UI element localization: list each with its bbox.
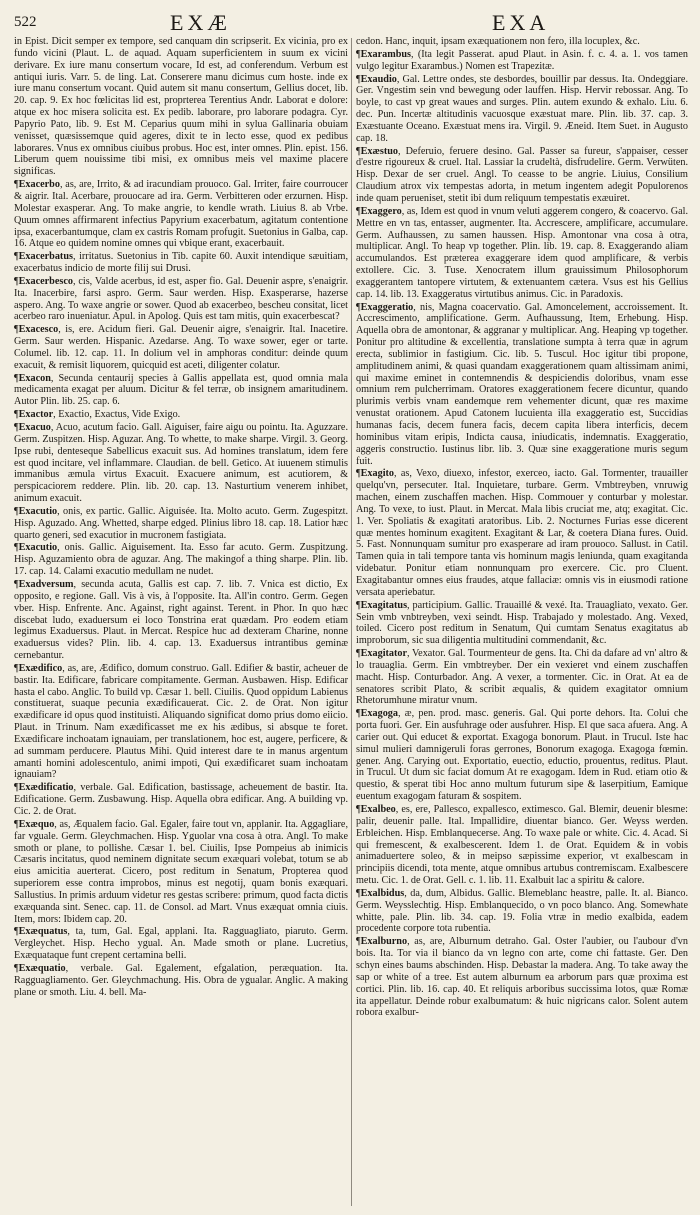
right-column [356, 36, 688, 1206]
entry-text: Gal. Lettre ondes, ste desbordes, bouillir par dessus. Ita. Ondeggiare. Ger. Vngestim sein vnd bewegung oder lauffen. Hisp. Hervir rebossar. Ang. To boyle, to cast vp great waues and surges. Plin. autem exundo & exhalo. Liu. 6. dec. Pun. Incertæ altitudinis vacuosque exæstuat mare. Plin. lib. 37. cap. 3. Exæstuante Oceano. Exæstuat mens ira. Virgil. 9. Æneid. Item Suet. in Augusto cap. 18. [356, 73, 688, 144]
pilcrow-icon: ¶ [14, 275, 19, 287]
dictionary-entry [356, 36, 688, 48]
entry-headword: Exæquo [18, 818, 55, 830]
running-header [0, 10, 700, 36]
pilcrow-icon: ¶ [14, 179, 19, 191]
entry-headword: Exacutio [18, 542, 58, 554]
pilcrow-icon: ¶ [14, 542, 19, 554]
pilcrow-icon: ¶ [14, 409, 19, 421]
dictionary-entry: ¶Exagitator, Vexator. Gal. Tourmenteur de gens. Ita. Chi da dafare ad vn' altro & lo trauaglia. Germ. Ein vmbtreyber. Der ein vexieret vnd einem zuschaffen macht. Hisp. Conturbador. Ang. A vexer, a tormenter. Cic. in Orat. At ea de senatores scribit Plato, & scribit æqualis, & quidem exagitator omnium Rhetorumhune miratur vnum. [356, 648, 688, 707]
pilcrow-icon: ¶ [356, 73, 361, 85]
entry-text: onis, ex partic. Gallic. Aiguisée. Ita. Molto acuto. Germ. Zugespitzt. Hisp. Aguzado. Ang. Whetted, sharpe edged. Plinius libro 18. cap. 18. Latior hæc quarto generi, sed exacutior in mucronem fastigiata. [14, 505, 348, 541]
dictionary-entry: ¶Exalburno, as, are, Alburnum detraho. Gal. Oster l'aubier, ou l'aubour d'vn bois. Ita. Tor via il bianco da vn legno con arte, come chi fattaste. Ger. Den schyn eines baums abschinden. Hisp. Debastar la madera. Ang. To take away the sap or white of a tree. Est autem alburnum ea arborum pars quæ proxima est cortici. Plin. lib. 16. cap. 40. Et reliquis arboribus succissima lotos, quæ Romæ ita appellatur. Deinde robur exalbumatum: & huic nigricans calor. Solent autem robora exalbur- [356, 936, 688, 1019]
entry-headword: Exæquatio [18, 962, 66, 974]
entry-text: verbale. Gal. Edification, bastissage, acheuement de bastir. Ita. Edificatione. Germ. Zusbawung. Hisp. Aquella obra edificar. Ang. A building vp. Cic. 2. de Orat. [14, 782, 348, 817]
entry-headword: Exaggeratio [360, 301, 414, 313]
dictionary-entry: ¶Exæstuo, Deferuio, feruere desino. Gal. Passer sa fureur, s'appaiser, cesser d'estre rigoureux & cruel. Ital. Lassiar la crudeltà, disfrudelire. Germ. Verwüten. Hisp. Dexar de ser cruel. Angl. To ceasse to be angrie. Liuius, Consilium Claudium atrox vix tempestas adorta, in metum ingentem adegit Populorenos inde quam perueniset, stetit ibi dum reliquum tempestatis exæuiret. [356, 145, 688, 204]
entry-headword: Exalbeo [360, 804, 396, 815]
right-running-head: EXA [492, 10, 550, 35]
entry-text: nis, Magna coacervatio. Gal. Amoncelement, accroissement. It. Accrescimento, amplificatione. Germ. Aufhaussung, Item, Erhebung. Hisp. Aquella obra de amontonar, & aggranar y multiplicar. Ang. Heaping vp together. Ponitur pro altitudine & excellentia, translatione sumpta à terra quæ in agrum erecta, sublimior in fastigium. Cic. lib. 5. Tuscul. Hoc igitur tibi propone, amplitudinem animi, & quasi quandam exaggerationem quam altissimam animi, qui maxime eminet in contemnendis & despiciendis doloribus, vnam esse omnium rem pulcherrimam. Oratores exaggerationem fecere dicuntur, quando plurimis verbis vnam eandemque rem vehementer dicunt, quæ res maxime venustat orationem. Apud Catonem lucuienta illa exaggeratio est, Succidias humanas facis, decem funera facis, decem capita libera interficis, decem hominibus vitam eripis, Indicta causa, iniudicatis, indemnatis. Exaggeratio, aggeris constructio. Iustinus libr. lib. 3. Quæ sine exaggeratione muris segum fuit. [356, 301, 688, 467]
pilcrow-icon: ¶ [356, 145, 361, 157]
pilcrow-icon: ¶ [14, 251, 19, 263]
pilcrow-icon: ¶ [356, 936, 361, 948]
entry-text: verbale. Gal. Egalement, efgalation, peræquation. Ita. Ragguagliamento. Ger. Gleychmachung. His. Obra de ygualar. Anglic. A making plane or smoth. Liu. 4. bell. Ma- [14, 962, 348, 998]
dictionary-entry: ¶Exacutio, onis. Gallic. Aiguisement. Ita. Esso far acuto. Germ. Zuspitzung. Hisp. Aguzamiento obra de aguzar. Ang. The makingof a thing sharpe. Plin. lib. 17. cap. 14. Calami exacutio medullam ne nudet. [14, 542, 348, 578]
dictionary-entry: ¶Exarambus, (Ita legit Passerat. apud Plaut. in Asin. f. c. 4. a. 1. vos tamen vulgo legitur Exarambus.) Nomen est Trapezitæ. [356, 48, 688, 72]
entry-text: Acuo, acutum facio. Gall. Aiguiser, faire aigu ou pointu. Ita. Aguzzare. Germ. Zuspitzen. Hisp. Aguzar. Ang. To whette, to make sharpe. Virgil. 3. Georg. Ipse rubi, denteseque Sabellicus exacuit sus. Ad homines translatum, idem fere est quod incitare, vel inflammare. Claudian. de bell. Getico. At iuuenem stimulis immanibus æmula virtus Exacuit. Exacuere animum, est acutiorem, & perspicaciorem reddere. Plin. lib. 20. cap. 13. Nasturtium venerem inhibet, animum exacuit. [14, 422, 348, 505]
entry-text: (Ita legit Passerat. apud Plaut. in Asin. f. c. 4. a. 1. vos tamen vulgo legitur Exarambus.) Nomen est Trapezitæ. [356, 48, 688, 72]
pilcrow-icon: ¶ [356, 301, 361, 313]
dictionary-entry: ¶Exædificatio, verbale. Gal. Edification, bastissage, acheuement de bastir. Ita. Edificatione. Germ. Zusbawung. Hisp. Aquella obra edificar. Ang. A building vp. Cic. 2. de Orat. [14, 782, 348, 817]
dictionary-entry: ¶Exacerbesco, cis, Valde acerbus, id est, asper fio. Gal. Deuenir aspre, s'enaigrir. Ita. Inacerbire, farsi aspro. Germ. Saur werden. Hisp. Exasperarse, hazerse aspero. Ang. To waxe angrie or sower. Quod ab exacerbeo, bescheu consitat, licet acerbeo raro inueniatur. Apul. in Apolog. Quis est tam mitis, quin exacerbescat? [14, 275, 348, 323]
entry-text: secunda acuta, Gallis est cap. 7. lib. 7. Vnica est dictio, Ex opposito, e regione. Gall. Vis à vis, à l'opposite. Ita. All'in contro. Germ. Gegen vber. Hisp. Enfrente. Anc. Against, right against. Terent. in Phor. In quo hæc discebat ludo, exaduersum ei loco Tonstrina erat quædam. Pro eodem etiam legimus Exaduersus. Plaut. in Mercat. Respice huc ad dexteram Charine, nonne exaduersus vides? Plin. lib. 4. cap. 13. Exaduersus intrantibus geminæ cernebantur. [14, 578, 348, 662]
entry-text: participium. Gallic. Trauaillé & vexé. Ita. Trauagliato, vexato. Ger. Sein vmb vnbtreyben, vexi seindt. Hisp. Trabajado y molestado. Ang. Vexed, toiled. Cicero post reditum in Senatum, Qui cumtam Senatus exagitatus ab improborum, sic sua diligentia multitudini commendanit, &c. [356, 599, 688, 647]
dictionary-entry: ¶Exaggeratio, nis, Magna coacervatio. Gal. Amoncelement, accroissement. It. Accrescimento, amplificatione. Germ. Aufhaussung, Item, Erhebung. Hisp. Aquella obra de amontonar, & aggranar y multiplicar. Ang. Heaping vp together. Ponitur pro altitudine & excellentia, translatione sumpta à terra quæ in agrum erecta, sublimior in fastigium. Cic. lib. 5. Tuscul. Hoc igitur tibi propone, amplitudinem animi, & quasi quandam exaggerationem quam altissimam animi, qui maxime eminet in contemnendis & despiciendis doloribus, vnam esse omnium rem pulcherrimam. Oratores exaggerationem fecere dicuntur, quando plurimis verbis vnam eandemque rem vehementer dicunt, quæ res maxime venustat orationem. Apud Catonem lucuienta illa exaggeratio est, Succidias humanas facis, decem funera facis, decem capita libera interficis, decem hominibus vitam eripis, Indicta causa, iniudicatis, indemnatis. Exaggeratio, aggeris constructio. Iustinus libr. lib. 3. Quæ sine exaggeratione muris segum fuit. [356, 301, 688, 467]
pilcrow-icon: ¶ [14, 926, 19, 938]
column-divider [351, 38, 352, 1206]
entry-text: ta, tum, Gal. Egal, applani. Ita. Ragguagliato, piaruto. Germ. Vergleychet. Hisp. Hecho ygual. An. Made smoth or plane. Lucretius, Exæquataque funt crepent certamina belli. [14, 926, 348, 962]
entry-text: as, are, Alburnum detraho. Gal. Oster l'aubier, ou l'aubour d'vn bois. Ita. Tor via il bianco da vn legno con arte, come chi fattaste. Ger. Den schyn eines baums abschinden. Hisp. Debastar la madera. Ang. To take away the sap or white of a tree. Est autem alburnum ea arborum pars quæ proxima est cortici. Plin. lib. 16. cap. 40. Et reliquis arboribus succissima lotos, quæ Romæ ita appellatur. Deinde robur exalbumatum: & huic nigricans calor. Solent autem robora exalbur- [356, 936, 688, 1019]
entry-text: as, are, Ædifico, domum construo. Gall. Edifier & bastir, acheuer de bastir. Ita. Edificare, fabricare compitamente. German. Ausbawen. Hisp. Edificar hasta el cabo. Anglic. To build vp. Cæsar 1. bell. Ciuilis. Quod oppidum Labienus constituerat, suaque pecunia exædificauerat. Cic. 2. de Orat. Non igitur exædificare id opus quod instituisti. Aliquando significat domo prius domo eiicio. Plaut. in Trinum. Nam exædificasset me ex his ædibus, si absque te foret. Exædificare inchoatam ignauiam, per translationem, hoc est, augere, perficere, & ad summam perducere. Plautus Mihi. Quid interest dare te in manus argentum amanti homini adolescentulo, animi impoti, Qui exædificaret suam inchoatam ignauiam? [14, 662, 348, 781]
entry-text: onis. Gallic. Aiguisement. Ita. Esso far acuto. Germ. Zuspitzung. Hisp. Aguzamiento obra de aguzar. Ang. The makingof a thing sharpe. Plin. lib. 17. cap. 14. Calami exacutio medullam ne nudet. [14, 542, 348, 578]
entry-headword: Exacerbo [18, 179, 60, 191]
entry-text: da, dum, Albidus. Gallic. Blemeblanc heastre, palle. It. al. Bianco. Germ. Weysslechtig. Hisp. Emblanquecido, o vn poco blanco. Ang. Somewhate whitte, pale. Plin. lib. 34. cap. 19. Folia vtræ in medio exalbida, eadem procedente corpore tota rubentia. [356, 887, 688, 935]
entry-headword: Exacesco [18, 324, 59, 336]
dictionary-entry: ¶Exæquatio, verbale. Gal. Egalement, efgalation, peræquation. Ita. Ragguagliamento. Ger. Gleychmachung. His. Obra de ygualar. Anglic. A making plane or smoth. Liu. 4. bell. Ma- [14, 962, 348, 998]
entry-headword: Exadversum [18, 578, 74, 590]
entry-text: irritatus. Suetonius in Tib. capite 60. Auxit intendique sæuitiam, exacerbatus indicio de morte filij sui Drusi. [14, 251, 348, 275]
entry-headword: Exædificatio [18, 782, 74, 794]
left-running-head: EXÆ [170, 10, 231, 35]
pilcrow-icon: ¶ [356, 708, 361, 720]
dictionary-entry: ¶Exaggero, as, Idem est quod in vnum veluti aggerem congero, & coacervo. Gal. Mettre en vn tas, entasser, augmenter. Ita. Accrescere, amplificare, accumulare. Germ. Aufhaussen, zu samen haussen. Hisp. Amontonar vna cosa à otra, multiplicar. Angl. To heap vp together. Plin. lib. 19. cap. 8. Exaggerando aliam accumulandos. Est præterea exaggerare idem quod amplificare, & verbis extollere. Cic. 3. Tuse. Xenocratem illum grauissimum Philosophorum exaggerantem tantopere virtutem, & extenuantem cætera. Vsus est his Gellius cap. 14. lib. 13. Exaggeratus virtutibus animus. Cic. in Paradoxis. [356, 205, 688, 300]
entry-text: as, Vexo, diuexo, infestor, exerceo, iacto. Gal. Tormenter, trauailler quelqu'vn, persecuter. Ital. Inquietare, turbare. Germ. Vmbtreyben, vnruwig machen, einem zuschaffen machen. Hisp. Commouer y conturbar y molestar. Ang. To vexe, to iust. Plaut. in Mercat. Mala libis cruciat me, atq; exagitat. Cic. 1. Ver. Spoliatis & exagitati aratoribus. Lib. 2. Nocturnes Furias esse dicerent quæ mentes hominum exagitent. Exagitant & Lar, & coetera Diana fures. Ouid. 5. Fast. Nonnunquam sumitur pro exasperare ad iram prouoco. Sallust. in Catil. Tamen quia in tali tempore tanta vis hominum magis leniunda, quam exagitanda videbatur. Ponitur etiam nonnunquam pro exercere. Cic. pro Cluent. Exagitabantur omnes eius fraudes, atque fallaciæ: omnis vis in eiusmodi ratione versata aperiebatur. [356, 468, 688, 598]
dictionary-entry: ¶Exalbidus, da, dum, Albidus. Gallic. Blemeblanc heastre, palle. It. al. Bianco. Germ. Weysslechtig. Hisp. Emblanquecido, o vn poco blanco. Ang. Somewhate whitte, pale. Plin. lib. 34. cap. 19. Folia vtræ in medio exalbida, eadem procedente corpore tota rubentia. [356, 887, 688, 935]
pilcrow-icon: ¶ [356, 48, 361, 60]
dictionary-entry: ¶Exacerbatus, irritatus. Suetonius in Tib. capite 60. Auxit intendique sæuitiam, exacerbatus indicio de morte filij sui Drusi. [14, 251, 348, 275]
pilcrow-icon: ¶ [356, 205, 361, 217]
entry-text: in Epist. Dicit semper ex tempore, sed canquam din scripserit. Ex vicinia, pro ex fundo vicini (Plaut. L. de aquad. Aquam superficientem in suum ex vicini derivare. Ex iure manu consertum vocare, Id est, ad conferendum. Verbum est antiqui iuris. Varr. 5. de ling. Lat. Conserere manu dicimus cum hoste. inde ex iure manu consertum vocant. Quid autem sit manu consertum, Gellius docet, lib. 20. cap. 9. Ex hoc fœlicitas lid est, proprterea Terentius Andr. Laborat e dolore: atque ex hoc misera solicita est. Ex pedib. laborare, pro laborare podagra. Cyr. Papyrio Pato, lib. 9. Est M. Ceparius quum mihi in sylua Gallinaria obuiam venisset, quæsissemque quid ageres, dixit te in lecto esse, quod ex pedibus laborares. Vnus ex omnibus ciuibus probus. Hoc est, inter omnes. Plin. epist. 156. Liberum quem nouissime tibi misi, ex omnibus meis vel maxime placere significas. [14, 36, 348, 178]
entry-text: Secunda centaurij species à Gallis appellata est, quod omnia mala medicamenta exagat per aluum. Dicitur & fel terræ, ob insignem amaritudinem. Autor Plin. lib. 25. cap. 6. [14, 372, 348, 408]
entry-text: as, are, Irrito, & ad iracundiam prouoco. Gal. Irriter, faire courroucer & aigrir. Ital. Acerbare, prouocare ad ira. Germ. Verbitteren oder erzurnen. Hisp. Molestar exasperar. Ang. To make angrie, to kendle wrath. Liuius 8. ab Vrbe. Quum omnes affirmarent infectius Papyrium exacerbatum, agitatum contentione ipsa, exacerbantumque, clam ex castris Romam profugit. Suetonius in Galba, cap. 16. Atque eo quidem nomine omnes qui vbique erant, exacerbauit. [14, 179, 348, 250]
pilcrow-icon: ¶ [14, 962, 19, 974]
entry-headword: Exacuo [18, 422, 51, 433]
entry-text: cedon. Hanc, inquit, ipsam exæquationem non fero, illa locuplex, &c. [356, 36, 640, 47]
entry-headword: Exædifico [18, 662, 63, 674]
entry-text: cis, Valde acerbus, id est, asper fio. Gal. Deuenir aspre, s'enaigrir. Ita. Inacerbire, farsi aspro. Germ. Saur werden. Hisp. Exasperarse, hazerse aspero. Ang. To waxe angrie or sower. Quod ab exacerbeo, bescheu consitat, licet acerbeo raro inueniatur. Apul. in Apolog. Quis est tam mitis, quin exacerbescat? [14, 275, 348, 323]
dictionary-entry: ¶Exacerbo, as, are, Irrito, & ad iracundiam prouoco. Gal. Irriter, faire courroucer & aigrir. Ital. Acerbare, prouocare ad ira. Germ. Verbitteren oder erzurnen. Hisp. Molestar exasperar. Ang. To make angrie, to kendle wrath. Liuius 8. ab Vrbe. Quum omnes affirmarent infectius Papyrium exacerbatum, agitatum contentione ipsa, exacerbantumque, clam ex castris Romam profugit. Suetonius in Galba, cap. 16. Atque eo quidem nomine omnes qui vbique erant, exacerbauit. [14, 179, 348, 250]
entry-text: Deferuio, feruere desino. Gal. Passer sa fureur, s'appaiser, cesser d'estre rigoureux & cruel. Ital. Lassiar la crudeltà, disfrudelire. Germ. Verwüten. Hisp. Dexar de ser cruel. Angl. To ceasse to be angrie. Liuius, Consilium Claudium atrox vix tempestas adorta, in metum ingentem adegit Populorenos inde quam perueniset, stetit ibi dum reliquum tempestatis exæuiret. [356, 145, 688, 204]
entry-headword: Exaudio [360, 73, 397, 85]
entry-text: as, Æqualem facio. Gal. Egaler, faire tout vn, applanir. Ita. Aggagliare, far vguale. Germ. Gleychmachen. Hisp. Yguolar vna cosa à otra. Angl. To make smoth or plane, to pollishe. Cæsar 1. bel. Ciuilis, Ipse Pompeius ab inimicis Cæsaris incitatus, quod neminem dignitate secum exæquari volebat, totum se ab eius amicitia auerterat. Cicero, post reditum in Senatum, Propterea quod superiorem esse contra improbos, minus est negotij, quam bonis exæquari. Sallustius. In primis arduum videtur res gestas scribere: primum, quod facta dictis exæquanda sint. Senec. cap. 11. de Consol. ad Mart. Vnus exæquat omnia ciuis. Item, mors: Ibidem cap. 20. [14, 818, 348, 925]
dictionary-entry [14, 36, 348, 178]
left-column [14, 36, 348, 1206]
pilcrow-icon: ¶ [14, 662, 19, 674]
dictionary-entry: ¶Exædifico, as, are, Ædifico, domum construo. Gall. Edifier & bastir, acheuer de bastir. Ita. Edificare, fabricare compitamente. German. Ausbawen. Hisp. Edificar hasta el cabo. Anglic. To build vp. Cæsar 1. bell. Ciuilis. Quod oppidum Labienus constituerat, suaque pecunia exædificauerat. Cic. 2. de Orat. Non igitur exædificare id opus quod instituisti. Aliquando significat domo prius domo eiicio. Plaut. in Trinum. Nam exædificasset me ex his ædibus, si absque te foret. Exædificare inchoatam ignauiam, per translationem, hoc est, augere, perficere, & ad summam perducere. Plautus Mihi. Quid interest dare te in manus argentum amanti homini adolescentulo, animi impoti, Qui exædificaret suam inchoatam ignauiam? [14, 662, 348, 781]
dictionary-entry: ¶Exalbeo, es, ere, Pallesco, expallesco, extimesco. Gal. Blemir, deuenir blesme: palir, deuenir palle. Ital. Impallidire, diuentar bianco. Ger. Weyss werden. Erbleichen. Hisp. Emblanquecerse. Ang. To waxe pale or white. Cic. 4. Acad. Si qui fremescent, & exalbescerent. Idem 1. de Orat. Equidem & in vobis animaduertere soleo, & in meipso sæpissime experior, vt exalbescam in principiis dicendi, tota mente, atque omnibus artubus contremiscam. Exalbescere metu. Cic. 1. de Orat. Gell. c. 1. lib. 11. Exalbuit lac a spiritu & calore. [356, 804, 688, 887]
entry-text: es, ere, Pallesco, expallesco, extimesco. Gal. Blemir, deuenir blesme: palir, deuenir palle. Ital. Impallidire, diuentar bianco. Ger. Weyss werden. Erbleichen. Hisp. Emblanquecerse. Ang. To waxe pale or white. Cic. 4. Acad. Si qui fremescent, & exalbescerent. Idem 1. de Orat. Equidem & in vobis animaduertere soleo, & in meipso sæpissime experior, vt exalbescam in principiis dicendi, tota mente, atque omnibus artubus contremiscam. Exalbescere metu. Cic. 1. de Orat. Gell. c. 1. lib. 11. Exalbuit lac a spiritu & calore. [356, 804, 688, 887]
pilcrow-icon: ¶ [14, 578, 19, 590]
entry-headword: Exagitatus [360, 599, 408, 611]
pilcrow-icon: ¶ [356, 599, 361, 611]
dictionary-entry: ¶Exæquatus, ta, tum, Gal. Egal, applani. Ita. Ragguagliato, piaruto. Germ. Vergleychet. Hisp. Hecho ygual. An. Made smoth or plane. Lucretius, Exæquataque funt crepent certamina belli. [14, 926, 348, 962]
entry-text: as, Idem est quod in vnum veluti aggerem congero, & coacervo. Gal. Mettre en vn tas, entasser, augmenter. Ita. Accrescere, amplificare, accumulare. Germ. Aufhaussen, zu samen haussen. Hisp. Amontonar vna cosa à otra, multiplicar. Angl. To heap vp together. Plin. lib. 19. cap. 8. Exaggerando aliam accumulandos. Est præterea exaggerare idem quod amplificare, & verbis extollere. Cic. 3. Tuse. Xenocratem illum grauissimum Philosophorum exaggerantem tantopere virtutem, & extenuantem cætera. Vsus est his Gellius cap. 14. lib. 13. Exaggeratus virtutibus animus. Cic. in Paradoxis. [356, 205, 688, 300]
dictionary-entry: ¶Exadversum, secunda acuta, Gallis est cap. 7. lib. 7. Vnica est dictio, Ex opposito, e regione. Gall. Vis à vis, à l'opposite. Ita. All'in contro. Germ. Gegen vber. Hisp. Enfrente. Anc. Against, right against. Terent. in Phor. In quo hæc discebat ludo, exaduersum ei loco Tonstrina erat quædam. Pro eodem etiam legimus Exaduersus. Plaut. in Mercat. Respice huc ad dexteram Charine, nonne exaduersus vides? Plin. lib. 4. cap. 13. Exaduersus intrantibus geminæ cernebantur. [14, 578, 348, 662]
entry-headword: Exæquatus [18, 926, 68, 938]
dictionary-entry: ¶Exagitatus, participium. Gallic. Trauaillé & vexé. Ita. Trauagliato, vexato. Ger. Sein vmb vnbtreyben, vexi seindt. Hisp. Trabajado y molestado. Ang. Vexed, toiled. Cicero post reditum in Senatum, Qui cumtam Senatus exagitatus ab improborum, sic sua diligentia multitudini commendanit, &c. [356, 599, 688, 647]
entry-headword: Exactor [18, 409, 54, 421]
pilcrow-icon: ¶ [356, 648, 361, 660]
dictionary-entry: ¶Exæquo, as, Æqualem facio. Gal. Egaler, faire tout vn, applanir. Ita. Aggagliare, far vguale. Germ. Gleychmachen. Hisp. Yguolar vna cosa à otra. Angl. To make smoth or plane, to pollishe. Cæsar 1. bel. Ciuilis, Ipse Pompeius ab inimicis Cæsaris incitatus, quod neminem dignitate secum exæquari volebat, totum se ab eius amicitia auerterat. Cicero, post reditum in Senatum, Propterea quod superiorem esse contra improbos, minus est negotij, quam bonis exæquari. Sallustius. In primis arduum videtur res gestas scribere: primum, quod facta dictis exæquanda sint. Senec. cap. 11. de Consol. ad Mart. Vnus exæquat omnia ciuis. Item, mors: Ibidem cap. 20. [14, 818, 348, 925]
pilcrow-icon: ¶ [14, 818, 19, 830]
pilcrow-icon: ¶ [356, 468, 361, 480]
pilcrow-icon: ¶ [14, 505, 19, 517]
dictionary-entry: ¶Exacutio, onis, ex partic. Gallic. Aiguisée. Ita. Molto acuto. Germ. Zugespitzt. Hisp. Aguzado. Ang. Whetted, sharpe edged. Plinius libro 18. cap. 18. Latior hæc quarto generi, sed exacutior in mucronem fastigiata. [14, 505, 348, 541]
dictionary-entry: ¶Exacuo, Acuo, acutum facio. Gall. Aiguiser, faire aigu ou pointu. Ita. Aguzzare. Germ. Zuspitzen. Hisp. Aguzar. Ang. To whette, to make sharpe. Virgil. 3. Georg. Ipse rubi, denteseque Sabellicus exacuit sus. Ad homines translatum, idem fere est quod incitare, vel inflammare. Claudian. de bell. Getico. At iuuenem stimulis immanibus æmula virtus Exacuit. Exacuere animum, est acutiorem, & perspicaciorem reddere. Plin. lib. 20. cap. 13. Nasturtium venerem inhibet, animum exacuit. [14, 422, 348, 505]
entry-text: is, ere. Acidum fieri. Gal. Deuenir aigre, s'enaigrir. Ital. Inacetire. Germ. Saur werden. Hispanic. Azedarse. Ang. To waxe sower, eger or tarte. Columel. lib. 12. cap. 11. In dolium vel in amphoras conditur: deinde quum exacuit, & remisit liquorem, quicquid est aceti, diligenter colatur. [14, 324, 348, 371]
entry-headword: Exagoga [360, 708, 398, 720]
pilcrow-icon: ¶ [14, 372, 19, 384]
entry-text: æ, pen. prod. masc. generis. Gal. Qui porte dehors. Ita. Colui che porta fuori. Ger. Ein ausfuhrage oder ausfuhrer. Hisp. El que saca afuera. Ang. A carier out. Qui educet & exportat. Exagoga bonorum. Plaut. in Trucul. Iste hac simul mulieri damnigeruli foras gerrones, Bonorum exagoga. Exagoga fœmin. gener. Ang. Carying out. Exportatio, euectio, eductio, prouentus, reditus. Plaut. in Trucul. Ut dum sic faciat domum At re exagogam. Idem in Rud. etiam otio & questio, & sperat tibi Hoc anno multum futurum sipe & laserpitium, Eamique euentum exagogam faturam & sospitem. [356, 708, 688, 803]
entry-headword: Exæstuo [360, 145, 398, 157]
entry-headword: Exagitator [360, 648, 408, 660]
entry-headword: Exalburno [360, 936, 408, 948]
pilcrow-icon: ¶ [14, 324, 19, 336]
dictionary-entry: ¶Exacesco, is, ere. Acidum fieri. Gal. Deuenir aigre, s'enaigrir. Ital. Inacetire. Germ. Saur werden. Hispanic. Azedarse. Ang. To waxe sower, eger or tarte. Columel. lib. 12. cap. 11. In dolium vel in amphoras conditur: deinde quum exacuit, & remisit liquorem, quicquid est aceti, diligenter colatur. [14, 324, 348, 371]
pilcrow-icon: ¶ [356, 804, 361, 815]
pilcrow-icon: ¶ [14, 422, 19, 433]
dictionary-entry: ¶Exagito, as, Vexo, diuexo, infestor, exerceo, iacto. Gal. Tormenter, trauailler quelqu'vn, persecuter. Ital. Inquietare, turbare. Germ. Vmbtreyben, vnruwig machen, einem zuschaffen machen. Hisp. Commouer y conturbar y molestar. Ang. To vexe, to iust. Plaut. in Mercat. Mala libis cruciat me, atq; exagitat. Cic. 1. Ver. Spoliatis & exagitati aratoribus. Lib. 2. Nocturnes Furias esse dicerent quæ mentes hominum exagitent. Exagitant & Lar, & coetera Diana fures. Ouid. 5. Fast. Nonnunquam sumitur pro exasperare ad iram prouoco. Sallust. in Catil. Tamen quia in tali tempore tanta vis hominum magis leniunda, quam exagitanda videbatur. Ponitur etiam nonnunquam pro exercere. Cic. pro Cluent. Exagitabantur omnes eius fraudes, atque fallaciæ: omnis vis in eiusmodi ratione versata aperiebatur. [356, 468, 688, 598]
entry-headword: Exagito [360, 468, 395, 480]
entry-headword: Exacon [18, 372, 51, 384]
page-number: 522 [14, 14, 37, 30]
dictionary-entry: ¶Exacon, Secunda centaurij species à Gallis appellata est, quod omnia mala medicamenta exagat per aluum. Dicitur & fel terræ, ob insignem amaritudinem. Autor Plin. lib. 25. cap. 6. [14, 372, 348, 408]
pilcrow-icon: ¶ [14, 782, 19, 794]
entry-headword: Exacutio [18, 505, 58, 517]
entry-headword: Exarambus [360, 48, 412, 60]
entry-text: Vexator. Gal. Tourmenteur de gens. Ita. Chi da dafare ad vn' altro & lo trauaglia. Germ. Ein vmbtreyber. Der ein vexieret vnd einem zuschaffen macht. Hisp. Conturbador. Ang. A vexer, a tormenter. Cic. in Orat. At ea de senatores scribit Plato, & scribit æqualis, & quidem exagitator omnium Rhetorumhune miratur vnum. [356, 648, 688, 707]
dictionary-entry: ¶Exactor, Exactio, Exactus, Vide Exigo. [14, 409, 181, 421]
dictionary-entry: ¶Exagoga, æ, pen. prod. masc. generis. Gal. Qui porte dehors. Ita. Colui che porta fuori. Ger. Ein ausfuhrage oder ausfuhrer. Hisp. El que saca afuera. Ang. A carier out. Qui educet & exportat. Exagoga bonorum. Plaut. in Trucul. Iste hac simul mulieri damnigeruli foras gerrones, Bonorum exagoga. Exagoga fœmin. gener. Ang. Carying out. Exportatio, euectio, eductio, prouentus, reditus. Plaut. in Trucul. Ut dum sic faciat domum At re exagogam. Idem in Rud. etiam otio & questio, & sperat tibi Hoc anno multum futurum sipe & laserpitium, Eamique euentum exagogam faturam & sospitem. [356, 708, 688, 803]
pilcrow-icon: ¶ [356, 887, 361, 899]
entry-text: Exactio, Exactus, Vide Exigo. [58, 409, 181, 421]
entry-headword: Exacerbesco [18, 275, 73, 287]
entry-headword: Exalbidus [360, 887, 405, 899]
dictionary-entry: ¶Exaudio, Gal. Lettre ondes, ste desbordes, bouillir par dessus. Ita. Ondeggiare. Ger. Vngestim sein vnd bewegung oder lauffen. Hisp. Hervir rebossar. Ang. To boyle, to cast vp great waues and surges. Plin. autem exundo & exhalo. Liu. 6. dec. Pun. Incertæ altitudinis vacuosque exæstuat mare. Plin. lib. 37. cap. 3. Exæstuante Oceano. Exæstuat mens ira. Virgil. 9. Æneid. Item Suet. in Augusto cap. 18. [356, 73, 688, 144]
entry-headword: Exacerbatus [18, 251, 73, 263]
entry-headword: Exaggero [360, 205, 402, 217]
